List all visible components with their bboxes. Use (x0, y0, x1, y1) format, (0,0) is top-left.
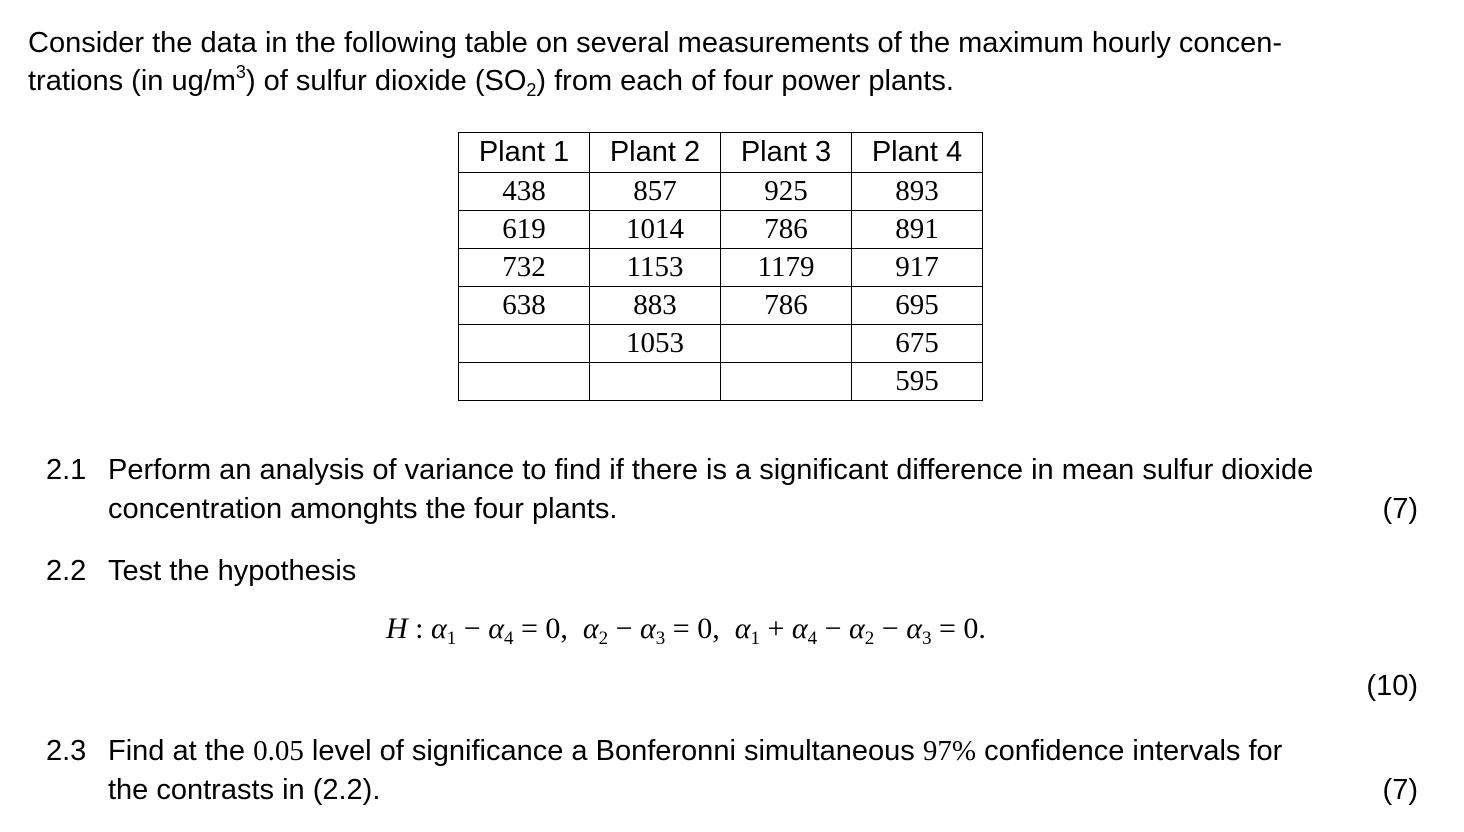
question-line-1 (108, 732, 1418, 771)
table-cell: 925 (721, 173, 852, 211)
significance-level: 0.05 (253, 735, 304, 767)
question-line-2: the contrasts in (2.2). (108, 774, 381, 806)
table-cell: 675 (852, 325, 983, 363)
question-2-1 (46, 451, 1418, 529)
table-row (459, 363, 983, 401)
table-row (459, 325, 983, 363)
question-line-1: Perform an analysis of variance to find if there is a significant difference in mean sulfur dioxide (108, 454, 1314, 486)
table-row (459, 211, 983, 249)
question-body: Test the hypothesis (108, 555, 357, 587)
question-line-1-part-c: confidence intervals for (976, 735, 1283, 767)
table-cell: 1014 (590, 211, 721, 249)
table-cell: 695 (852, 287, 983, 325)
header-plant-3: Plant 3 (721, 133, 852, 173)
intro-line-2-part-b: ) of sulfur dioxide (SO (245, 65, 527, 97)
question-line-2: concentration amonghts the four plants. (108, 493, 618, 525)
table-cell (590, 363, 721, 401)
table-cell: 917 (852, 249, 983, 287)
table-cell: 786 (721, 287, 852, 325)
table-header-row (459, 133, 983, 173)
table-cell (721, 363, 852, 401)
table-cell: 732 (459, 249, 590, 287)
table-row (459, 249, 983, 287)
header-plant-2: Plant 2 (590, 133, 721, 173)
table-cell: 786 (721, 211, 852, 249)
intro-line-2 (28, 62, 1420, 100)
question-number: 2.1 (46, 454, 87, 486)
confidence-percent: 97% (922, 735, 977, 767)
table-cell: 438 (459, 173, 590, 211)
question-line-1-part-a: Find at the (108, 735, 254, 767)
question-body (108, 451, 1418, 529)
table-cell: 1053 (590, 325, 721, 363)
header-plant-1: Plant 1 (459, 133, 590, 173)
table-cell: 619 (459, 211, 590, 249)
intro-paragraph (28, 24, 1420, 100)
plant-data-table (458, 132, 983, 401)
table-row (459, 173, 983, 211)
table-cell (721, 325, 852, 363)
so2-subscript: 2 (526, 80, 537, 100)
question-points: (7) (1382, 493, 1418, 525)
table-cell: 893 (852, 173, 983, 211)
table-cell: 1179 (721, 249, 852, 287)
table-cell: 883 (590, 287, 721, 325)
question-points: (7) (1382, 774, 1418, 806)
intro-line-1: Consider the data in the following table on several measurements of the maximum hourly concen- (28, 27, 1283, 59)
question-body (108, 732, 1418, 810)
question-number: 2.2 (46, 555, 87, 587)
question-number: 2.3 (46, 735, 87, 767)
header-plant-4: Plant 4 (852, 133, 983, 173)
units-superscript: 3 (235, 62, 246, 82)
table-cell: 595 (852, 363, 983, 401)
question-2-2 (46, 552, 1418, 591)
question-line-1-part-b: level of significance a Bonferonni simultaneous (303, 735, 923, 767)
table-cell: 1153 (590, 249, 721, 287)
table-cell (459, 325, 590, 363)
intro-line-2-part-c: ) from each of four power plants. (536, 65, 954, 97)
table-row (459, 287, 983, 325)
table-cell: 891 (852, 211, 983, 249)
table-cell (459, 363, 590, 401)
hypothesis-equation: H : $\alpha_1 - \alpha_4 = 0$, $\alpha_2 - \alpha_3 = 0$, $\alpha_1 + \alpha_4 - \alpha_2 - \alpha_3 = 0$. (386, 612, 986, 649)
table-cell: 638 (459, 287, 590, 325)
question-2-3 (46, 732, 1418, 810)
table-cell: 857 (590, 173, 721, 211)
intro-line-2-part-a: trations (in ug/m (28, 65, 236, 97)
question-2-2-points: (10) (1366, 670, 1418, 702)
